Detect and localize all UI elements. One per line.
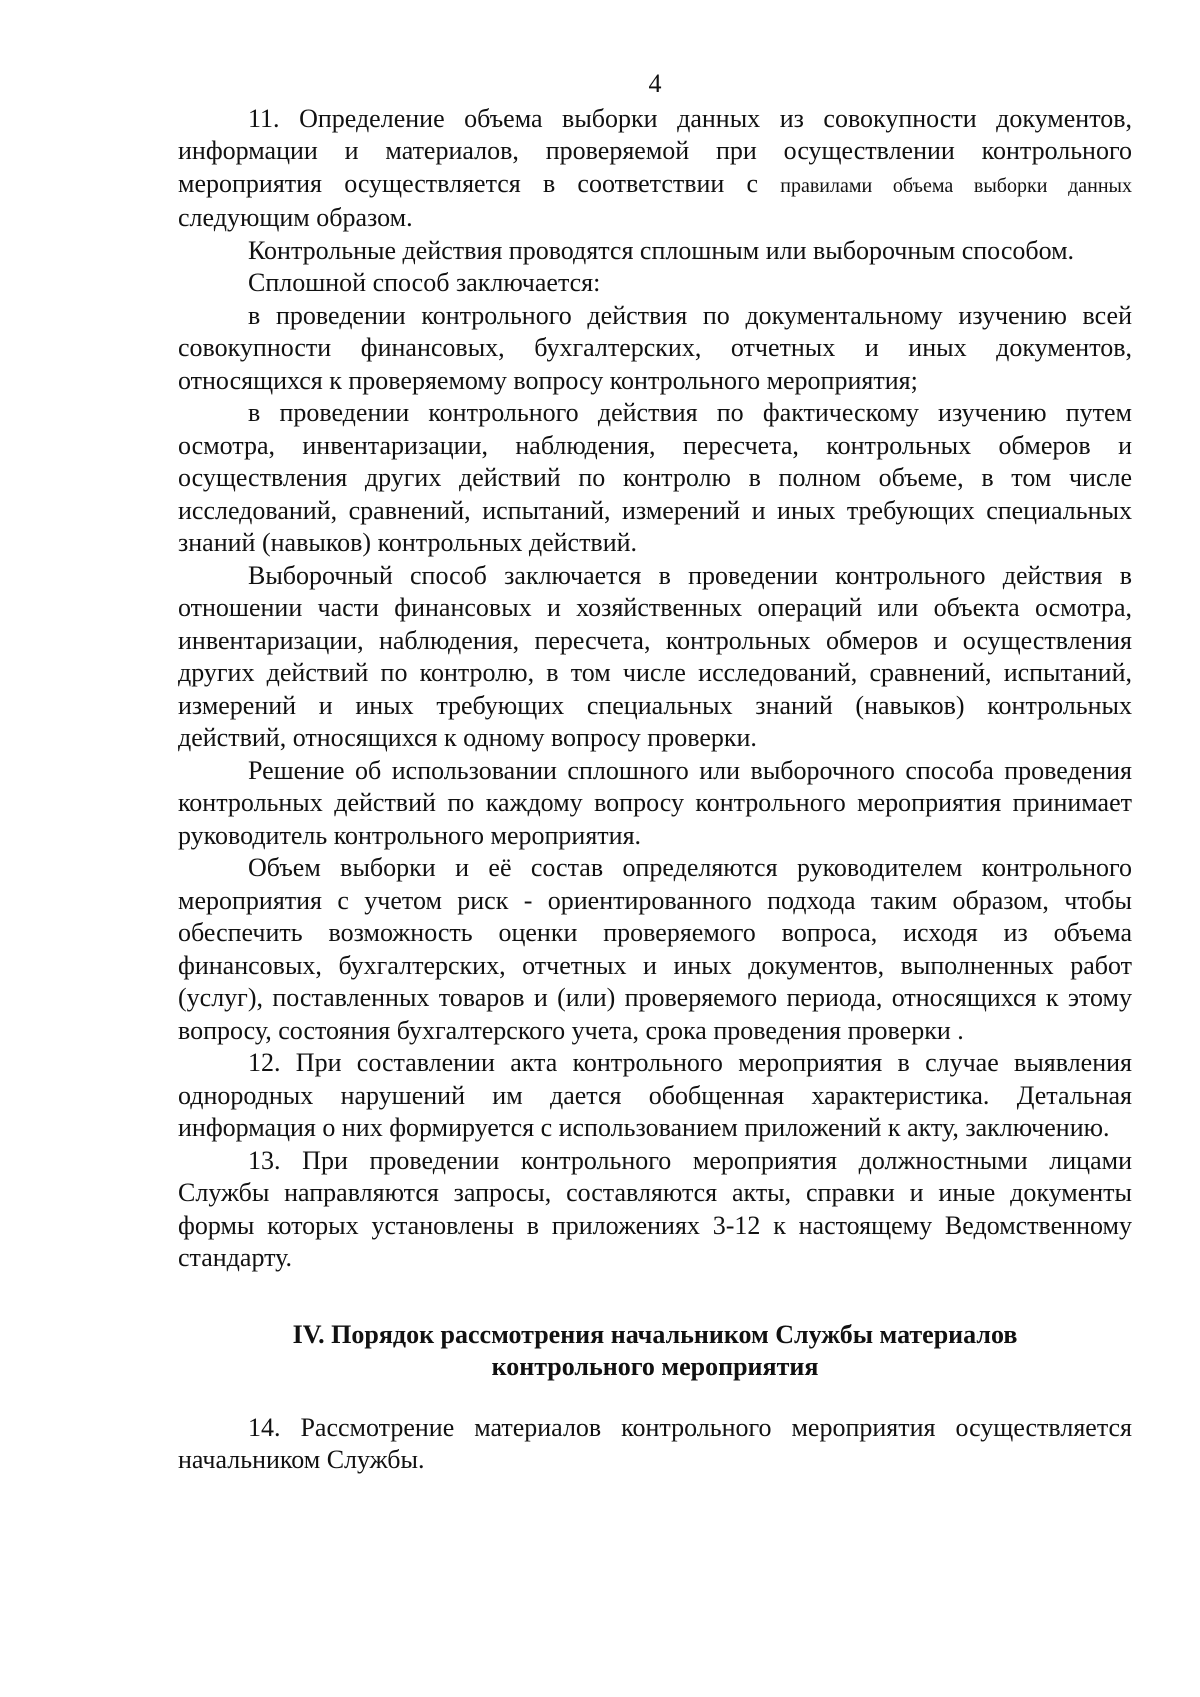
- paragraph-sample-volume: Объем выборки и её состав определяются руководителем контрольного мероприятия с учетом риск - ориентированного подхода таким образом, чтобы обеспечить возможность оценки проверяемого вопроса, исходя из объема финансовых, бухгалтерских, отчетных и иных документов, выполненных работ (услуг), поставленных товаров и (или) проверяемого периода, относящихся к этому вопросу, состояния бухгалтерского учета, срока проведения проверки .: [178, 853, 1132, 1045]
- page-number: 4: [648, 69, 662, 98]
- paragraph-11: [178, 103, 1132, 235]
- paragraph-12: 12. При составлении акта контрольного мероприятия в случае выявления однородных нарушений им дается обобщенная характеристика. Детальная информация о них формируется с использованием приложений к акту, заключению.: [178, 1048, 1132, 1142]
- paragraph-13: 13. При проведении контрольного мероприятия должностными лицами Службы направляются запросы, составляются акты, справки и иные документы формы которых установлены в приложениях 3-12 к настоящему Ведомственному стандарту.: [178, 1145, 1132, 1272]
- paragraph-11-main: 11. Определение объема выборки данных из совокупности документов, информации и материалов, проверяемой при осуществлении контрольного мероприятия осуществляется в соответствии с: [178, 103, 1132, 198]
- section-heading-line-2: контрольного мероприятия: [491, 1352, 819, 1381]
- paragraph-factual-study: в проведении контрольного действия по фактическому изучению путем осмотра, инвентаризации, наблюдения, пересчета, контрольных обмеров и осуществления других действий по контролю в полном объеме, в том числе исследований, сравнений, испытаний, измерений и иных требующих специальных знаний (навыков) контрольных действий.: [178, 398, 1132, 557]
- paragraph-sample-method: Выборочный способ заключается в проведении контрольного действия в отношении части финансовых и хозяйственных операций или объекта осмотра, инвентаризации, наблюдения, пересчета, контрольных обмеров и осуществления других действий по контролю, в том числе исследований, сравнений, испытаний, измерений и иных требующих специальных знаний (навыков) контрольных действий, относящихся к одному вопросу проверки.: [178, 560, 1132, 752]
- paragraph-11-small-text: правилами объема выборки данных: [780, 174, 1132, 197]
- paragraph-14: 14. Рассмотрение материалов контрольного мероприятия осуществляется начальником Службы.: [178, 1412, 1132, 1474]
- paragraph-documentary-study: в проведении контрольного действия по документальному изучению всей совокупности финансовых, бухгалтерских, отчетных и иных документов, относящихся к проверяемому вопросу контрольного мероприятия;: [178, 300, 1132, 395]
- paragraph-control-methods: Контрольные действия проводятся сплошным или выборочным способом.: [248, 235, 1075, 265]
- section-heading-iv: [178, 1319, 1132, 1384]
- paragraph-11-tail: следующим образом.: [178, 203, 413, 232]
- paragraph-continuous-method: Сплошной способ заключается:: [248, 268, 601, 297]
- paragraph-method-decision: Решение об использовании сплошного или выборочного способа проведения контрольных действий по каждому вопросу контрольного мероприятия принимает руководитель контрольного мероприятия.: [178, 755, 1132, 850]
- section-heading-line-1: IV. Порядок рассмотрения начальником Службы материалов: [292, 1319, 1018, 1349]
